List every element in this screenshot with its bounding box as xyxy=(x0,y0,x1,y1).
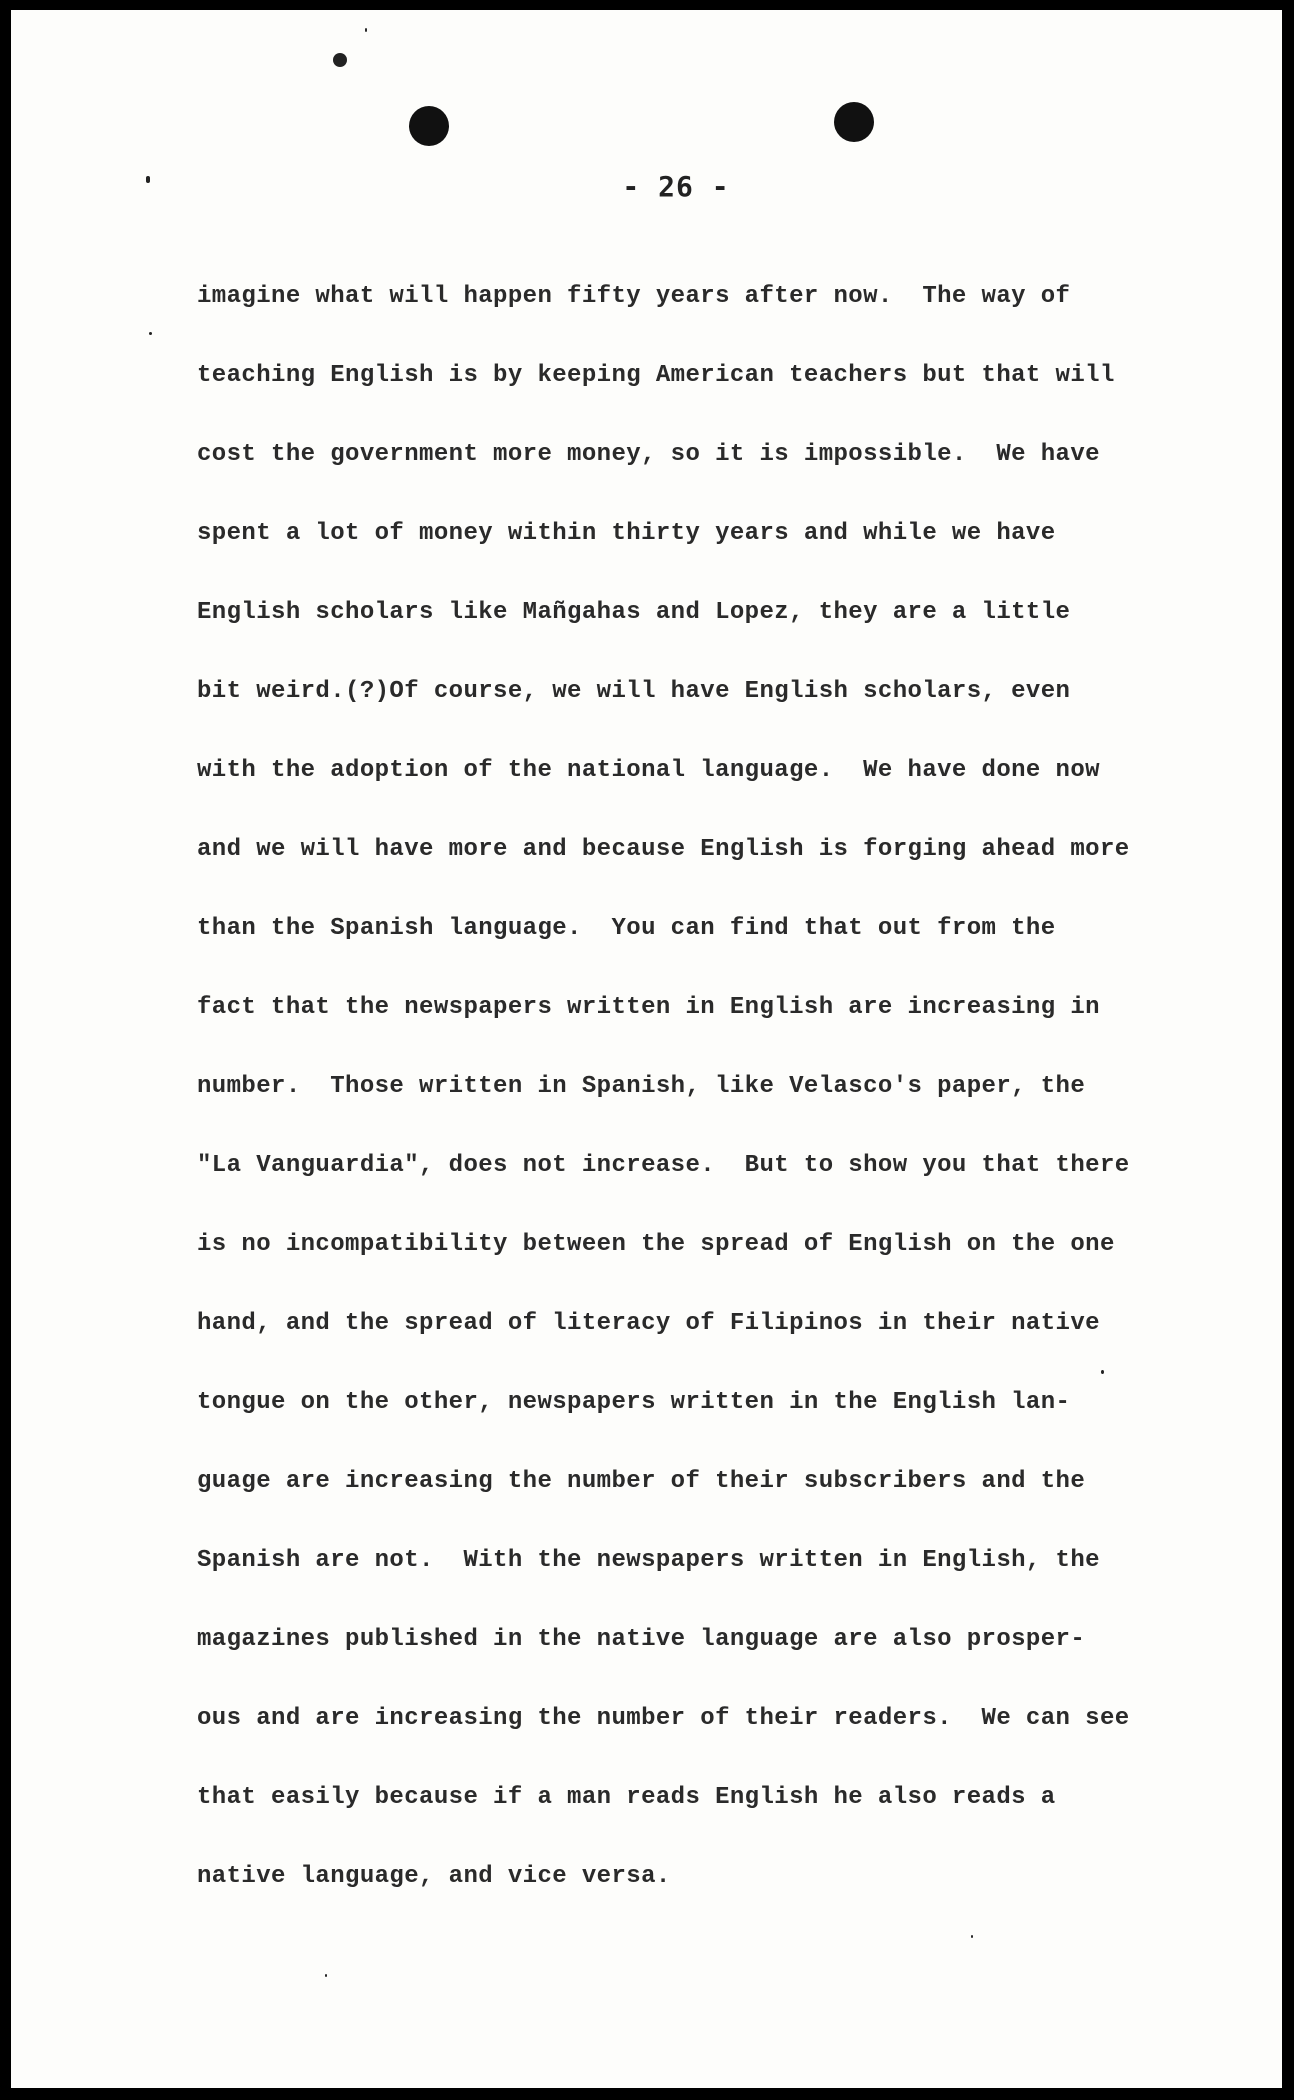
typed-body-text xyxy=(197,272,1197,1931)
punch-hole-left xyxy=(409,106,449,146)
text-line: teaching English is by keeping American teachers but that will xyxy=(197,362,1115,389)
text-line: than the Spanish language. You can find that out from the xyxy=(197,915,1056,942)
ink-speck xyxy=(971,1935,973,1938)
text-line: tongue on the other, newspapers written in the English lan- xyxy=(197,1389,1071,1416)
text-line: magazines published in the native language are also prosper- xyxy=(197,1626,1086,1653)
ink-speck xyxy=(149,332,152,335)
text-line: spent a lot of money within thirty years and while we have xyxy=(197,520,1056,547)
punch-hole-right xyxy=(834,102,874,142)
text-line: English scholars like Mañgahas and Lopez, they are a little xyxy=(197,599,1071,626)
text-line: imagine what will happen fifty years after now. The way of xyxy=(197,283,1071,310)
text-line: fact that the newspapers written in English are increasing in xyxy=(197,994,1100,1021)
ink-speck xyxy=(325,1974,327,1977)
text-line: that easily because if a man reads English he also reads a xyxy=(197,1784,1056,1811)
ink-speck xyxy=(146,176,150,183)
text-line: native language, and vice versa. xyxy=(197,1863,671,1890)
text-line: "La Vanguardia", does not increase. But to show you that there xyxy=(197,1152,1130,1179)
ink-speck xyxy=(333,53,347,67)
text-line: guage are increasing the number of their subscribers and the xyxy=(197,1468,1086,1495)
text-line: number. Those written in Spanish, like Velasco's paper, the xyxy=(197,1073,1086,1100)
text-line: with the adoption of the national language. We have done now xyxy=(197,757,1100,784)
page-number: - 26 - xyxy=(622,170,730,203)
document-page xyxy=(11,10,1282,2088)
text-line: is no incompatibility between the spread of English on the one xyxy=(197,1231,1115,1258)
text-line: and we will have more and because English is forging ahead more xyxy=(197,836,1130,863)
text-line: hand, and the spread of literacy of Filipinos in their native xyxy=(197,1310,1100,1337)
ink-speck xyxy=(365,28,367,32)
text-line: Spanish are not. With the newspapers written in English, the xyxy=(197,1547,1100,1574)
text-line: ous and are increasing the number of their readers. We can see xyxy=(197,1705,1130,1732)
text-line: bit weird.(?)Of course, we will have English scholars, even xyxy=(197,678,1071,705)
text-line: cost the government more money, so it is impossible. We have xyxy=(197,441,1100,468)
